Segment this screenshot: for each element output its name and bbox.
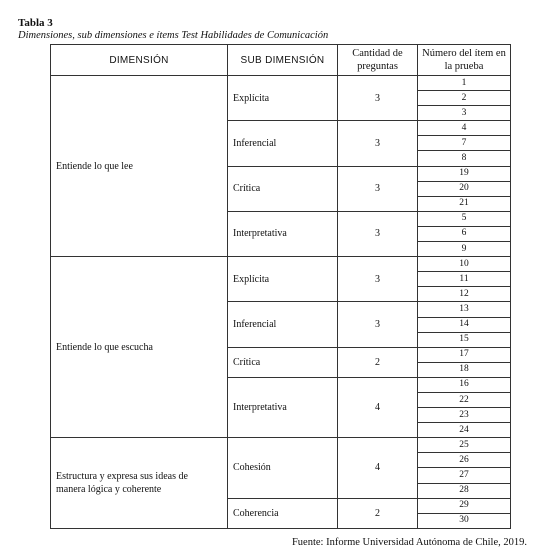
item-number-cell: 29: [418, 498, 511, 513]
sub-dimension-cell: Interpretativa: [228, 377, 338, 437]
sub-dimension-cell: Cohesión: [228, 438, 338, 498]
dimensions-table: [50, 44, 511, 529]
item-number-cell: 19: [418, 166, 511, 181]
table-row: [51, 257, 511, 272]
item-number-cell: 2: [418, 91, 511, 106]
question-count-cell: 3: [338, 76, 418, 121]
question-count-cell: 3: [338, 121, 418, 166]
item-number-cell: 23: [418, 408, 511, 423]
table-number: Tabla 3: [18, 17, 53, 29]
item-number-cell: 20: [418, 181, 511, 196]
dimension-cell: Entiende lo que lee: [51, 76, 228, 257]
item-number-cell: 26: [418, 453, 511, 468]
item-number-cell: 9: [418, 242, 511, 257]
table-row: [51, 76, 511, 91]
item-number-cell: 5: [418, 211, 511, 226]
question-count-cell: 3: [338, 257, 418, 302]
sub-dimension-cell: Crítica: [228, 166, 338, 211]
table-header: [51, 45, 511, 76]
table-caption: Dimensiones, sub dimensiones e ítems Test Habilidades de Comunicación: [18, 30, 329, 41]
source-note: Fuente: Informe Universidad Autónoma de Chile, 2019.: [291, 537, 527, 548]
sub-dimension-cell: Explícita: [228, 257, 338, 302]
item-number-cell: 24: [418, 423, 511, 438]
header-row: [51, 45, 511, 76]
item-number-cell: 28: [418, 483, 511, 498]
table-row: [51, 438, 511, 453]
item-number-cell: 17: [418, 347, 511, 362]
item-number-cell: 14: [418, 317, 511, 332]
header-item-numbers: Número del ítem en la prueba: [418, 45, 511, 76]
item-number-cell: 16: [418, 377, 511, 392]
question-count-cell: 3: [338, 211, 418, 256]
question-count-cell: 4: [338, 377, 418, 437]
item-number-cell: 7: [418, 136, 511, 151]
item-number-cell: 30: [418, 513, 511, 528]
question-count-cell: 2: [338, 347, 418, 377]
item-number-cell: 18: [418, 362, 511, 377]
table-body: [51, 76, 511, 529]
header-sub-dimension: SUB DIMENSIÓN: [228, 45, 338, 76]
item-number-cell: 4: [418, 121, 511, 136]
item-number-cell: 21: [418, 196, 511, 211]
item-number-cell: 8: [418, 151, 511, 166]
item-number-cell: 15: [418, 332, 511, 347]
item-number-cell: 6: [418, 226, 511, 241]
item-number-cell: 11: [418, 272, 511, 287]
item-number-cell: 25: [418, 438, 511, 453]
header-question-count: Cantidad de preguntas: [338, 45, 418, 76]
item-number-cell: 10: [418, 257, 511, 272]
sub-dimension-cell: Explícita: [228, 76, 338, 121]
item-number-cell: 3: [418, 106, 511, 121]
dimension-cell: Entiende lo que escucha: [51, 257, 228, 438]
sub-dimension-cell: Coherencia: [228, 498, 338, 528]
sub-dimension-cell: Inferencial: [228, 302, 338, 347]
sub-dimension-cell: Inferencial: [228, 121, 338, 166]
header-dimension: DIMENSIÓN: [51, 45, 228, 76]
sub-dimension-cell: Crítica: [228, 347, 338, 377]
item-number-cell: 12: [418, 287, 511, 302]
question-count-cell: 4: [338, 438, 418, 498]
item-number-cell: 22: [418, 392, 511, 407]
item-number-cell: 27: [418, 468, 511, 483]
item-number-cell: 1: [418, 76, 511, 91]
sub-dimension-cell: Interpretativa: [228, 211, 338, 256]
dimension-cell: Estructura y expresa sus ideas de manera lógica y coherente: [51, 438, 228, 529]
item-number-cell: 13: [418, 302, 511, 317]
question-count-cell: 2: [338, 498, 418, 528]
question-count-cell: 3: [338, 166, 418, 211]
question-count-cell: 3: [338, 302, 418, 347]
